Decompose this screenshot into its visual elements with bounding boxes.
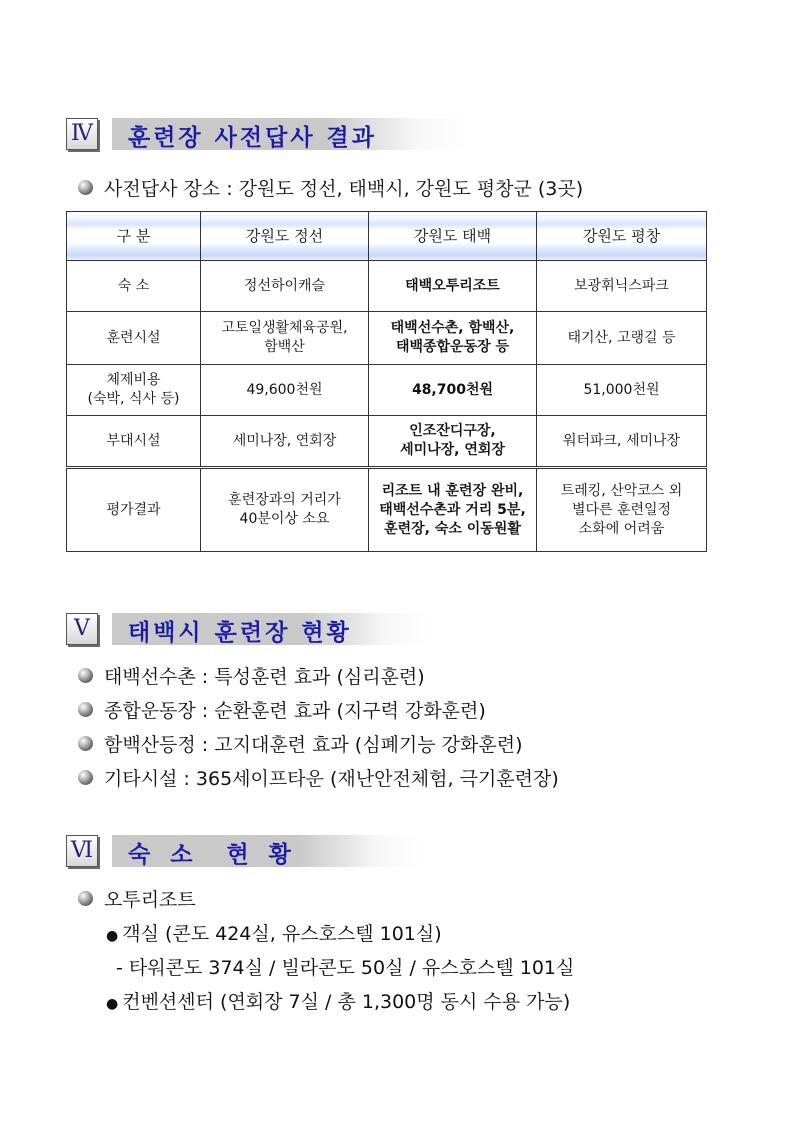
cell-jeongseon: 정선하이캐슬: [201, 261, 369, 312]
rooms-line: [106, 919, 442, 946]
cell-jeongseon: 세미나장, 연회장: [201, 416, 369, 468]
facility-text: 기타시설 : 365세이프타운 (재난안전체험, 극기훈련장): [104, 768, 559, 790]
resort-line: [78, 885, 196, 912]
convention-text: 컨벤션센터 (연회장 7실 / 총 1,300명 동시 수용 가능): [122, 991, 571, 1013]
resort-name: 오투리조트: [104, 889, 196, 911]
list-item: [78, 730, 523, 757]
section-4-title: 훈련장 사전답사 결과: [128, 125, 377, 151]
cell-pyeongchang: 트레킹, 산악코스 외 별다른 훈련일정 소화에 어려움: [537, 468, 707, 552]
dot-bullet-icon: ●: [106, 928, 119, 944]
survey-results-table: [66, 211, 707, 552]
row-label: 숙 소: [67, 261, 201, 312]
row-label: 체제비용 (숙박, 식사 등): [67, 365, 201, 416]
cell-taebaek: 태백오투리조트: [369, 261, 537, 312]
header-pyeongchang: 강원도 평창: [537, 212, 707, 261]
list-item: [78, 662, 425, 689]
row-label: 평가결과: [67, 468, 201, 552]
table-row: [67, 468, 707, 552]
cell-pyeongchang: 태기산, 고랭길 등: [537, 312, 707, 365]
bullet-icon: [78, 770, 93, 785]
section-4-number: Ⅳ: [66, 118, 98, 150]
visit-sites-line: [78, 174, 583, 201]
table-header-row: [67, 212, 707, 261]
header-jeongseon: 강원도 정선: [201, 212, 369, 261]
facility-text: 함백산등정 : 고지대훈련 효과 (심폐기능 강화훈련): [104, 734, 523, 756]
list-item: [78, 696, 486, 723]
section-5-title-band: [112, 613, 432, 645]
bullet-icon: [78, 702, 93, 717]
section-5-title: 태백시 훈련장 현황: [128, 620, 352, 646]
row-label: 훈련시설: [67, 312, 201, 365]
header-taebaek: 강원도 태백: [369, 212, 537, 261]
cell-taebaek: 리조트 내 훈련장 완비, 태백선수촌과 거리 5분, 훈련장, 숙소 이동원활: [369, 468, 537, 552]
bullet-icon: [78, 668, 93, 683]
row-label: 부대시설: [67, 416, 201, 468]
cell-pyeongchang: 51,000천원: [537, 365, 707, 416]
section-4-title-band: [112, 118, 468, 150]
cell-jeongseon: 49,600천원: [201, 365, 369, 416]
visit-sites-text: 사전답사 장소 : 강원도 정선, 태백시, 강원도 평창군 (3곳): [104, 178, 584, 200]
cell-jeongseon: 고토일생활체육공원, 함백산: [201, 312, 369, 365]
dot-bullet-icon: ●: [106, 996, 119, 1012]
rooms-text: 객실 (콘도 424실, 유스호스텔 101실): [122, 923, 442, 945]
bullet-icon: [78, 891, 93, 906]
table-row: [67, 365, 707, 416]
cell-jeongseon: 훈련장과의 거리가 40분이상 소요: [201, 468, 369, 552]
cell-pyeongchang: 보광휘닉스파크: [537, 261, 707, 312]
table-row: [67, 312, 707, 365]
cell-taebaek: 48,700천원: [369, 365, 537, 416]
table-row: [67, 261, 707, 312]
facility-text: 종합운동장 : 순환훈련 효과 (지구력 강화훈련): [104, 700, 486, 722]
cell-taebaek: 인조잔디구장, 세미나장, 연회장: [369, 416, 537, 468]
facility-text: 태백선수촌 : 특성훈련 효과 (심리훈련): [104, 666, 425, 688]
list-item: [78, 764, 559, 791]
table-row: [67, 416, 707, 468]
section-6-number: Ⅵ: [66, 835, 98, 867]
section-6-title: 숙 소 현 황: [128, 842, 297, 868]
section-5-number: Ⅴ: [66, 613, 98, 645]
bullet-icon: [78, 180, 93, 195]
cell-taebaek: 태백선수촌, 함백산, 태백종합운동장 등: [369, 312, 537, 365]
cell-pyeongchang: 워터파크, 세미나장: [537, 416, 707, 468]
convention-line: [106, 987, 570, 1014]
header-category: 구 분: [67, 212, 201, 261]
bullet-icon: [78, 736, 93, 751]
section-6-title-band: [112, 835, 422, 867]
rooms-detail-line: - 타워콘도 374실 / 빌라콘도 50실 / 유스호스텔 101실: [116, 957, 575, 979]
